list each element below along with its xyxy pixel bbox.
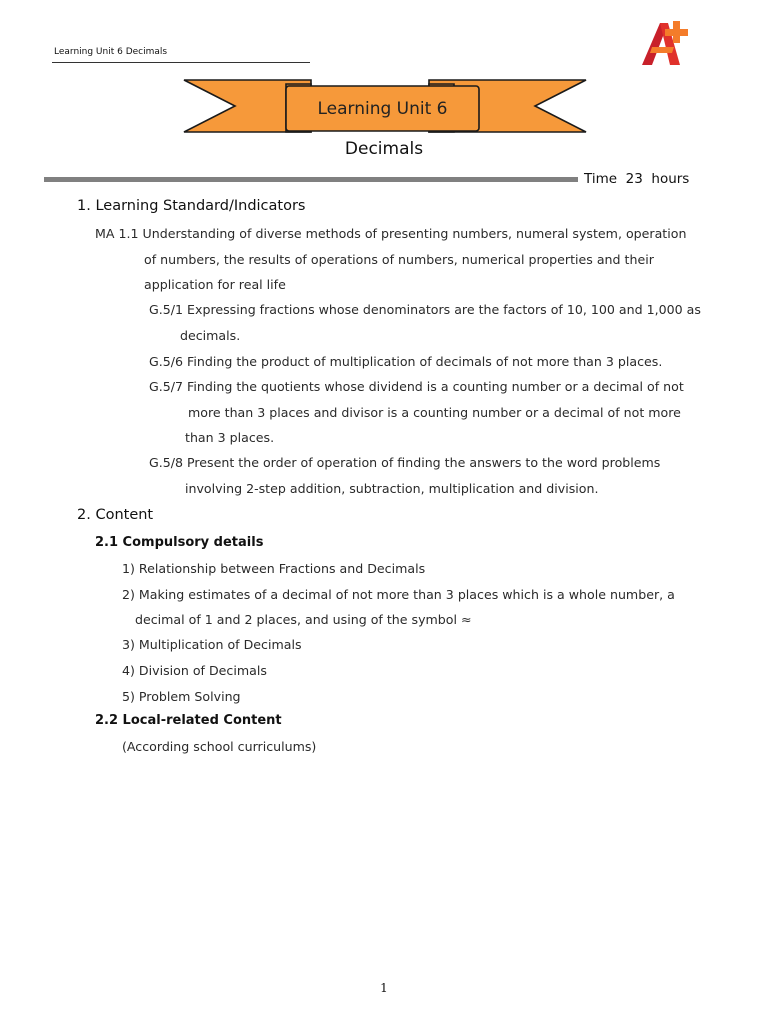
list-item: 2) Making estimates of a decimal of not more than 3 places which is a whole number, a: [122, 587, 675, 602]
time-label: Time 23 hours: [584, 171, 690, 187]
list-item: 3) Multiplication of Decimals: [122, 637, 302, 652]
section-heading-standards: 1. Learning Standard/Indicators: [77, 198, 306, 214]
indicator-line: G.5/8 Present the order of operation of finding the answers to the word problems: [149, 455, 661, 470]
subsection-heading-compulsory: 2.1 Compulsory details: [95, 535, 264, 550]
indicator-line: G.5/1 Expressing fractions whose denominators are the factors of 10, 100 and 1,000 as: [149, 302, 701, 317]
indicator-line: more than 3 places and divisor is a counting number or a decimal of not more: [188, 405, 681, 420]
standard-line: MA 1.1 Understanding of diverse methods of presenting numbers, numeral system, operation: [95, 226, 687, 241]
standard-line: application for real life: [144, 277, 286, 292]
indicator-line: G.5/7 Finding the quotients whose dividend is a counting number or a decimal of not: [149, 379, 684, 394]
list-item: 4) Division of Decimals: [122, 663, 267, 678]
section-heading-content: 2. Content: [77, 507, 154, 523]
indicator-line: than 3 places.: [185, 430, 275, 445]
list-item: 1) Relationship between Fractions and Decimals: [122, 561, 426, 576]
section-rule: [44, 177, 578, 182]
local-content-text: (According school curriculums): [122, 739, 317, 754]
banner-title: Learning Unit 6: [317, 99, 448, 119]
running-header: Learning Unit 6 Decimals: [54, 47, 168, 57]
page-number: 1: [380, 981, 388, 995]
header-divider: [52, 62, 310, 63]
subsection-heading-local: 2.2 Local-related Content: [95, 713, 282, 728]
unit-subtitle: Decimals: [344, 139, 424, 159]
indicator-line: G.5/6 Finding the product of multiplication of decimals of not more than 3 places.: [149, 354, 663, 369]
indicator-line: involving 2-step addition, subtraction, multiplication and division.: [185, 481, 599, 496]
standard-line: of numbers, the results of operations of numbers, numerical properties and their: [144, 252, 654, 267]
list-item: 5) Problem Solving: [122, 689, 241, 704]
list-item: decimal of 1 and 2 places, and using of the symbol ≈: [135, 612, 472, 627]
publisher-logo-icon: [640, 17, 692, 67]
indicator-line: decimals.: [180, 328, 241, 343]
